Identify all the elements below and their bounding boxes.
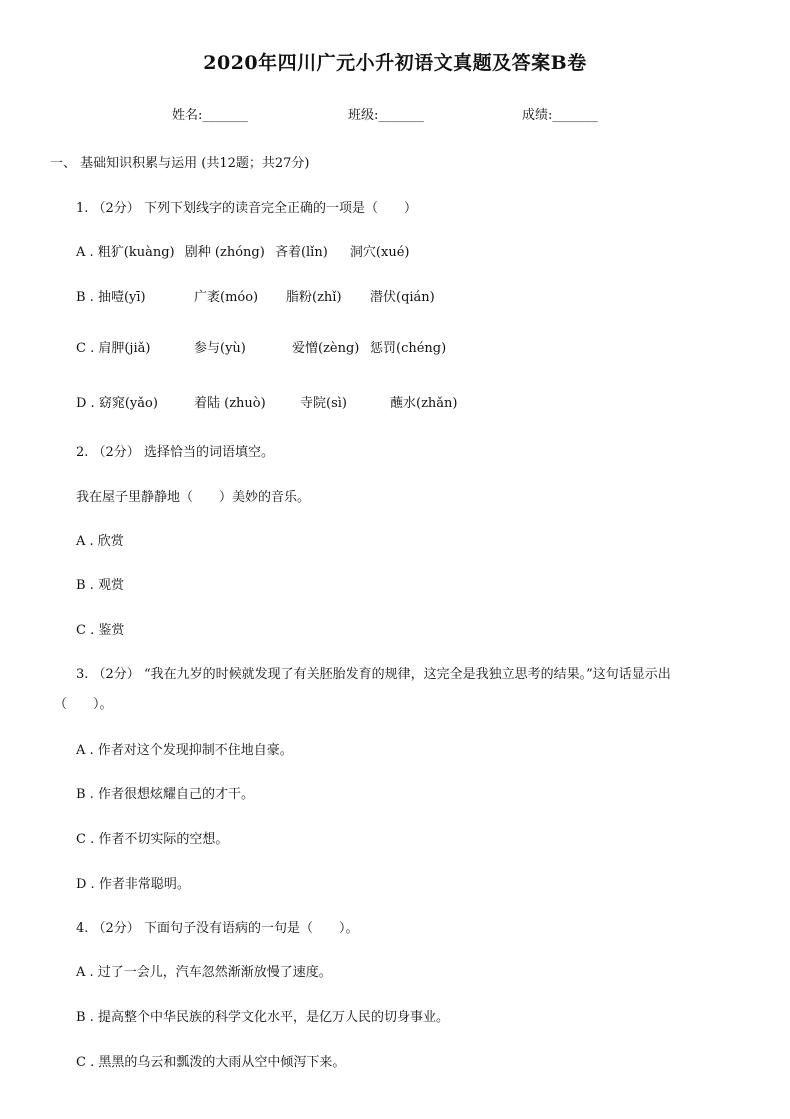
question-1-option-b	[76, 286, 435, 305]
question-4-option-c: C . 黑黑的乌云和瓢泼的大雨从空中倾泻下来。	[76, 1055, 346, 1070]
option-part: 惩罚(chéng)	[370, 341, 447, 356]
section-heading: 一、 基础知识积累与运用 (共12题；共27分)	[50, 156, 310, 171]
option-part: 着陆 (zhuò)	[194, 396, 266, 411]
question-2-option-a: A . 欣赏	[76, 534, 124, 549]
option-part: 广袤(móo)	[194, 290, 259, 305]
option-part: D . 窈窕(yǎo)	[76, 396, 158, 411]
option-part: 脂粉(zhǐ)	[286, 290, 342, 305]
option-part: B . 抽噎(yī)	[76, 290, 146, 305]
option-part: 洞穴(xué)	[349, 245, 410, 260]
option-part: 蘸水(zhǎn)	[390, 396, 458, 411]
question-4-option-b: B . 提高整个中华民族的科学文化水平，是亿万人民的切身事业。	[76, 1010, 449, 1025]
question-2-sentence: 我在屋子里静静地（ ）美妙的音乐。	[76, 490, 311, 505]
question-2-option-b: B . 观赏	[76, 578, 124, 593]
class-field: 班级:_______	[348, 108, 424, 123]
page-title: 2020年四川广元小升初语文真题及答案B卷	[203, 52, 587, 74]
question-1-option-c	[76, 337, 446, 356]
question-1-option-a	[76, 241, 409, 260]
question-2-stem: 2. （2分） 选择恰当的词语填空。	[76, 445, 274, 460]
question-3-option-b: B . 作者很想炫耀自己的才干。	[76, 787, 254, 802]
question-1-stem: 1. （2分） 下列下划线字的读音完全正确的一项是（ ）	[76, 201, 417, 216]
option-part: 寺院(sì)	[300, 396, 347, 411]
question-3-option-d: D . 作者非常聪明。	[76, 877, 190, 892]
question-3-option-a: A . 作者对这个发现抑制不住地自豪。	[76, 743, 293, 758]
question-4-option-a: A . 过了一会儿，汽车忽然渐渐放慢了速度。	[76, 965, 332, 980]
question-3-stem: 3. （2分） “我在九岁的时候就发现了有关胚胎发育的规律，这完全是我独立思考的结果。”这句话显示出	[76, 667, 671, 682]
option-part: 爱憎(zèng)	[292, 341, 360, 356]
option-part: 潜伏(qián)	[370, 290, 435, 305]
question-1-option-d	[76, 392, 458, 411]
question-2-option-c: C . 鉴赏	[76, 623, 125, 638]
question-3-stem-continued: （ ）。	[54, 697, 113, 712]
option-part: A . 粗犷(kuàng)	[76, 245, 175, 260]
option-part: 参与(yù)	[194, 341, 246, 356]
question-3-option-c: C . 作者不切实际的空想。	[76, 832, 229, 847]
option-part: C . 肩胛(jiǎ)	[76, 341, 151, 356]
question-4-stem: 4. （2分） 下面句子没有语病的一句是（ ）。	[76, 921, 359, 936]
name-field: 姓名:_______	[172, 108, 248, 123]
option-part: 吝着(lǐn)	[274, 245, 328, 260]
score-field: 成绩:_______	[522, 108, 598, 123]
option-part: 剧种 (zhóng)	[184, 245, 265, 260]
